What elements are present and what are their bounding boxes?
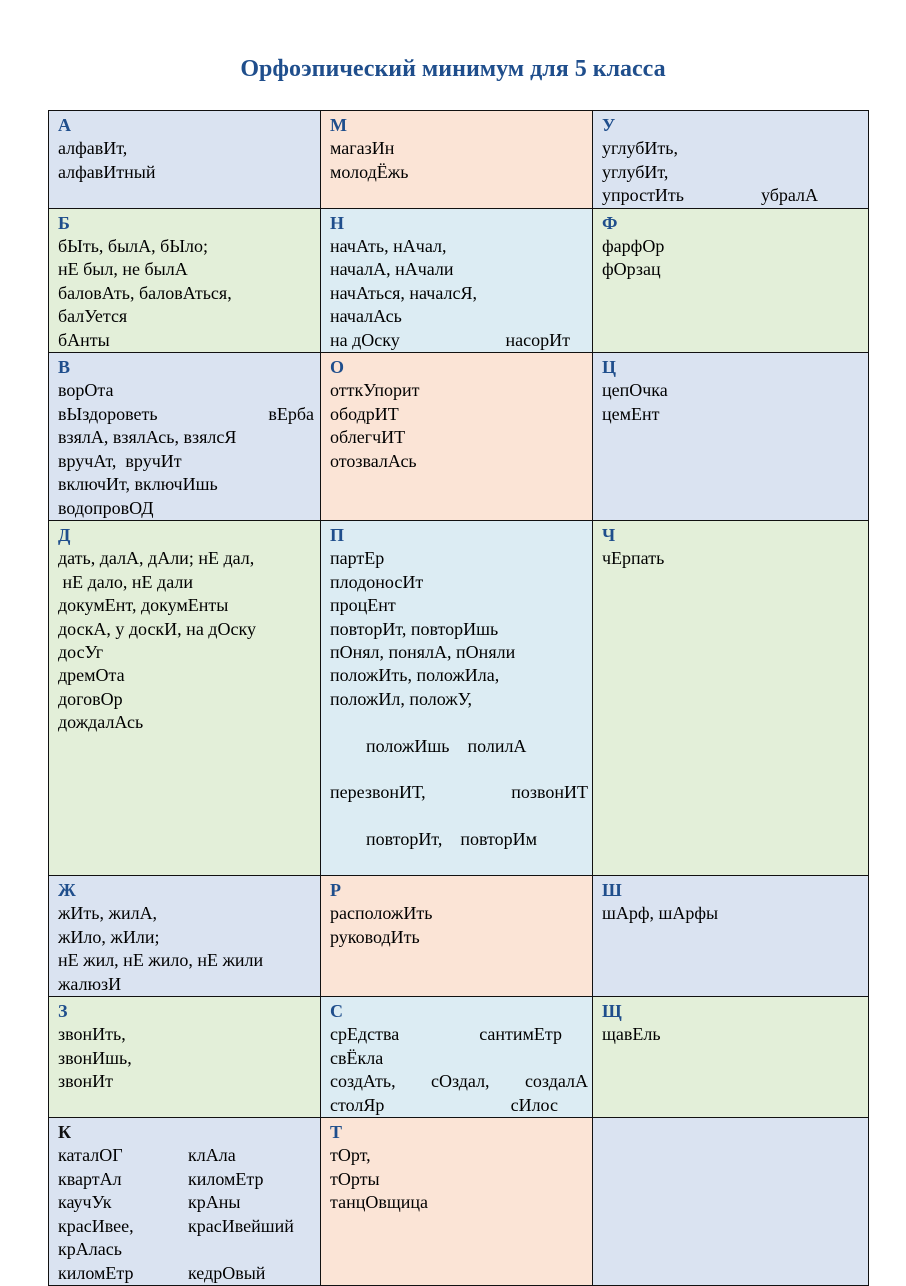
cell-t (321, 1118, 593, 1286)
word-line: положИл, положУ, (330, 688, 473, 709)
word-line: плодоносИт (330, 571, 424, 592)
word-line: начАть, нАчал, (330, 236, 447, 257)
word-line: свЁкла (330, 1047, 384, 1068)
word-pair (330, 1023, 584, 1046)
word-line: пОнял, понялА, пОняли (330, 641, 516, 662)
word-pair (602, 184, 860, 207)
word: на дОску (330, 329, 400, 350)
word: вЫздороветь (58, 403, 158, 424)
word-pair (330, 329, 584, 352)
word-line: руководИть (330, 926, 420, 947)
word-pair (330, 1094, 584, 1117)
orthoepic-table (48, 110, 869, 1286)
table-row (49, 876, 869, 997)
cell-d (49, 520, 321, 875)
cell-letter: Н (330, 212, 345, 233)
cell-letter: П (330, 524, 345, 545)
word-line: партЕр (330, 548, 385, 569)
word: срЕдства (330, 1024, 400, 1045)
cell-p (321, 520, 593, 875)
word-line: жалюзИ (58, 973, 122, 994)
word-pair (58, 1191, 312, 1214)
cell-u (593, 111, 869, 209)
cell-shch (593, 997, 869, 1118)
word-line: включИт, включИшь (58, 474, 218, 495)
word-pair (330, 781, 588, 804)
word-line: водопровОД (58, 497, 154, 518)
cell-empty (593, 1118, 869, 1286)
word-line: отткУпорит (330, 380, 420, 401)
word: красИвейший (188, 1215, 294, 1236)
cell-letter: М (330, 115, 347, 135)
word-line: началАсь (330, 306, 402, 327)
word-line: щавЕль (602, 1024, 661, 1045)
word: сантимЕтр (479, 1024, 562, 1045)
cell-letter: У (602, 115, 616, 135)
word: столЯр (330, 1094, 385, 1115)
word-line: магазИн (330, 138, 395, 159)
cell-letter: О (330, 357, 345, 378)
word-line: отозвалАсь (330, 450, 417, 471)
word-line: доскА, у доскИ, на дОску (58, 618, 256, 639)
word-pair (58, 1144, 312, 1167)
word: кедрОвый (188, 1262, 266, 1283)
cell-zh (49, 876, 321, 997)
word-line: досУг (58, 641, 104, 662)
cell-letter: Ф (602, 212, 618, 233)
word: насорИт (505, 329, 570, 350)
word-line: вручАт, вручИт (58, 450, 182, 471)
page-title: Орфоэпический минимум для 5 класса (240, 56, 666, 82)
cell-letter: Ш (602, 880, 622, 900)
word-line: повторИт, повторИшь (330, 618, 499, 639)
word-line: жИло, жИли; (58, 926, 160, 947)
table-row (49, 208, 869, 352)
word-pair (58, 1168, 312, 1191)
word-pair (58, 1262, 312, 1285)
cell-ts (593, 353, 869, 521)
word-line: алфавИтный (58, 161, 156, 182)
word-line: бАнты (58, 329, 110, 350)
cell-a (49, 111, 321, 209)
word: крАны (188, 1192, 241, 1213)
word: создАть, (330, 1071, 396, 1092)
word-line: балУется (58, 306, 128, 327)
cell-letter: Б (58, 212, 70, 233)
word-line: процЕнт (330, 595, 396, 616)
word: крАлась (58, 1239, 122, 1260)
word-line: танцОвщица (330, 1192, 428, 1213)
word-line: нЕ был, не былА (58, 259, 188, 280)
cell-letter: В (58, 357, 71, 378)
cell-k (49, 1118, 321, 1286)
word: повторИм (460, 829, 538, 850)
word-line: углубИт, (602, 161, 669, 182)
word-line: нЕ дало, нЕ дали (58, 571, 193, 592)
word: перезвонИТ, (330, 782, 426, 803)
word-line: договОр (58, 688, 123, 709)
word-line: расположИть (330, 903, 433, 924)
word: вЕрба (268, 403, 314, 424)
cell-letter: К (58, 1122, 72, 1143)
word: повторИт, (366, 829, 443, 850)
word-line: баловАть, баловАться, (58, 282, 232, 303)
word-line: облегчИТ (330, 427, 406, 448)
cell-f (593, 208, 869, 352)
word-pair (58, 1238, 312, 1261)
word-line: молодЁжь (330, 161, 409, 182)
word-line: дремОта (58, 665, 125, 686)
table-row (49, 997, 869, 1118)
table-row (49, 353, 869, 521)
word-line: бЫть, былА, бЫло; (58, 236, 209, 257)
word-line: фОрзац (602, 259, 661, 280)
word-line: дать, далА, дАли; нЕ дал, (58, 548, 255, 569)
cell-o (321, 353, 593, 521)
cell-letter: Д (58, 524, 71, 545)
cell-s (321, 997, 593, 1118)
cell-letter: Т (330, 1122, 343, 1143)
word-line: жИть, жилА, (58, 903, 158, 924)
word: красИвее, (58, 1215, 134, 1236)
word-line: фарфОр (602, 236, 665, 257)
word-line: звонИть, (58, 1024, 126, 1045)
cell-v (49, 353, 321, 521)
word: создалА (524, 1071, 588, 1092)
word-line: шАрф, шАрфы (602, 903, 719, 924)
cell-letter: Ж (58, 880, 76, 900)
cell-z (49, 997, 321, 1118)
cell-sh (593, 876, 869, 997)
word-pair (330, 1070, 588, 1093)
word-line: ободрИТ (330, 403, 399, 424)
word: убралА (760, 185, 818, 206)
word: киломЕтр (58, 1262, 134, 1283)
cell-n (321, 208, 593, 352)
cell-letter: С (330, 1001, 343, 1022)
table-row (49, 1118, 869, 1286)
word-line: звонИт (58, 1071, 113, 1092)
cell-r (321, 876, 593, 997)
word: киломЕтр (188, 1168, 264, 1189)
word-line: цемЕнт (602, 403, 660, 424)
word: каталОГ (58, 1145, 123, 1166)
word: сОздал, (431, 1071, 490, 1092)
word: квартАл (58, 1168, 122, 1189)
word: упростИть (602, 185, 685, 206)
table-row (49, 111, 869, 209)
word: позвонИТ (511, 782, 588, 803)
word-pair (58, 403, 312, 426)
cell-letter: Ц (602, 357, 617, 378)
cell-m (321, 111, 593, 209)
word: сИлос (510, 1094, 558, 1115)
word: каучУк (58, 1192, 112, 1213)
word-line: докумЕнт, докумЕнты (58, 595, 229, 616)
cell-b (49, 208, 321, 352)
word-line: звонИшь, (58, 1047, 132, 1068)
word-line: взялА, взялАсь, взялсЯ (58, 427, 237, 448)
word: полилА (467, 735, 527, 756)
word-pair (330, 711, 584, 781)
table-row (49, 520, 869, 875)
word-line: дождалАсь (58, 712, 144, 733)
word: положИшь (366, 735, 450, 756)
word-line: начАться, началсЯ, (330, 282, 477, 303)
word-line: началА, нАчали (330, 259, 454, 280)
word-line: тОрты (330, 1168, 380, 1189)
word-line: тОрт, (330, 1145, 371, 1166)
word: клАла (188, 1145, 236, 1166)
word-line: ворОта (58, 380, 114, 401)
word-pair (330, 805, 584, 875)
cell-letter: Р (330, 880, 341, 900)
cell-letter: З (58, 1001, 68, 1022)
word-line: алфавИт, (58, 138, 128, 159)
word-line: чЕрпать (602, 548, 665, 569)
word-pair (58, 1215, 312, 1238)
word-line: нЕ жил, нЕ жило, нЕ жили (58, 950, 264, 971)
cell-letter: Ч (602, 524, 616, 545)
cell-letter: Щ (602, 1001, 622, 1022)
word-line: положИть, положИла, (330, 665, 500, 686)
cell-letter: А (58, 115, 71, 135)
word-line: цепОчка (602, 380, 668, 401)
word-line: углубИть, (602, 138, 678, 159)
cell-ch (593, 520, 869, 875)
